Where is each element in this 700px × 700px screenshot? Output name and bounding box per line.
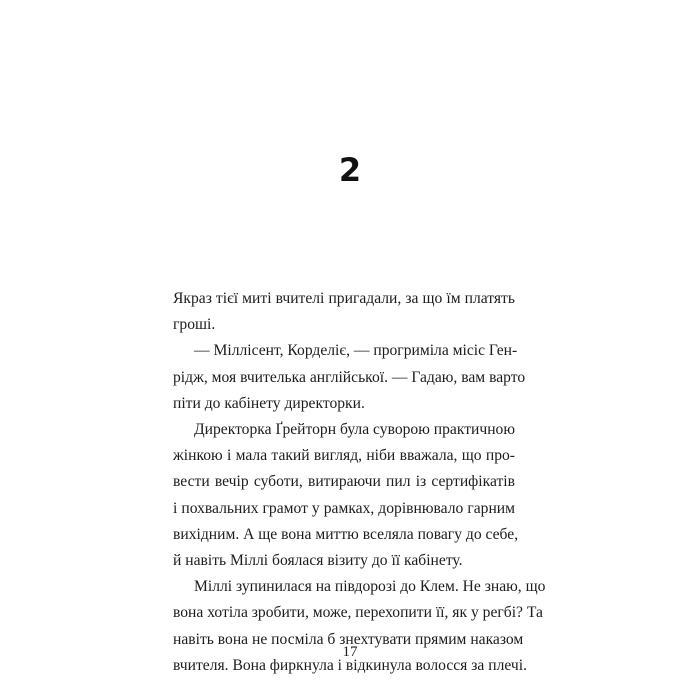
body-text xyxy=(173,286,546,679)
text-line: піти до кабінету директорки. xyxy=(173,394,365,412)
chapter-number: 2 xyxy=(338,151,362,189)
text-line: Якраз тієї миті вчителі пригадали, за що їм платять xyxy=(173,290,515,307)
text-line: вчителя. Вона фиркнула і відкинула волосся за плечі. xyxy=(173,656,527,674)
text-line: жінкою і мала такий вигляд, ніби вважала, що про- xyxy=(173,447,515,465)
text-line: Директорка Ґрейторн була суворою практичною xyxy=(194,421,515,439)
text-line: вести вечір суботи, витираючи пил із сертифікатів xyxy=(173,473,515,491)
text-line: і похвальних грамот у рамках, дорівнювало гарним xyxy=(173,499,515,517)
text-line: навіть вона не посміла б знехтувати прямим наказом xyxy=(173,630,524,648)
page-number: 17 xyxy=(342,644,358,660)
text-line: вона хотіла зробити, може, перехопити її, як у регбі? Та xyxy=(173,604,543,622)
text-line: гроші. xyxy=(173,316,216,334)
text-line: — Міллісент, Корделіє, — прогриміла місіс Ген- xyxy=(194,342,518,360)
text-line: й навіть Міллі боялася візиту до її кабінету. xyxy=(173,552,463,570)
text-line: рідж, моя вчителька англійської. — Гадаю, вам варто xyxy=(173,368,526,386)
text-line: вихідним. А ще вона миттю вселяла повагу до себе, xyxy=(173,525,519,543)
text-line: Міллі зупинилася на півдорозі до Клем. Не знаю, що xyxy=(194,578,546,596)
